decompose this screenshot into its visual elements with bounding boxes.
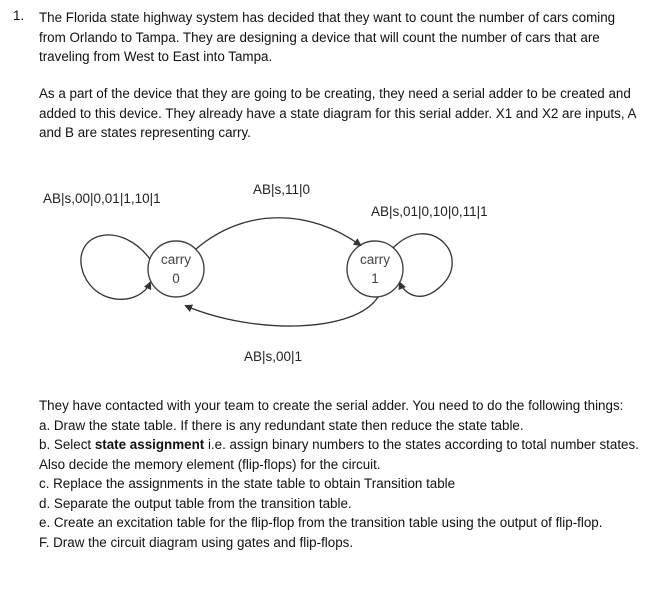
task-b-suffix: i.e. assign binary numbers to the states according to total number states. Also decide the memory element (flip-flops) for the circuit. [39,437,639,472]
state-carry-0-label: carry [161,252,191,267]
task-c: c. Replace the assignments in the state table to obtain Transition table [39,476,456,491]
self-loop-carry-0 [81,235,150,299]
task-d: d. Separate the output table from the transition table. [39,495,352,511]
label-0-to-1: AB|s,11|0 [253,182,311,197]
task-b-bold: state assignment [94,437,205,452]
state-diagram-svg [0,165,645,375]
state-diagram [0,165,645,375]
instructions: They have contacted with your team to create the serial adder. You need to do the following things: [39,398,624,413]
task-f: F. Draw the circuit diagram using gates and flip-flops. [39,534,354,550]
question-intro: The Florida state highway system has decided that they want to count the number of cars coming from Orlando to Tampa. They are designing a device that will count the number of cars that are traveling from West to East into Tampa. [39,10,616,64]
self-loop-carry-1 [393,234,452,296]
label-1-to-0: AB|s,00|1 [244,349,303,364]
state-carry-1-circle [347,241,403,297]
state-carry-0-value: 0 [172,271,180,286]
task-e: e. Create an excitation table for the flip-flop from the transition table using the output of flip-flop. [39,515,603,530]
task-b-prefix: b. Select [39,437,95,452]
task-b [39,435,639,474]
task-list [39,396,639,552]
task-a: a. Draw the state table. If there is any redundant state then reduce the state table. [39,417,524,433]
question-context: As a part of the device that they are going to be creating, they need a serial adder to be created and added to this device. They already have a state diagram for this serial adder. X1 and X2 are inputs, A and B are states representing carry. [39,86,636,140]
label-self-carry-1: AB|s,01|0,10|0,11|1 [371,204,488,219]
transition-1-to-0 [186,297,378,326]
question-number: 1. [13,8,25,23]
state-carry-1-value: 1 [371,271,379,286]
transition-0-to-1 [196,218,360,249]
label-self-carry-0: AB|s,00|0,01|1,10|1 [43,191,161,206]
state-carry-0-circle [148,241,204,297]
state-carry-1-label: carry [360,252,390,267]
